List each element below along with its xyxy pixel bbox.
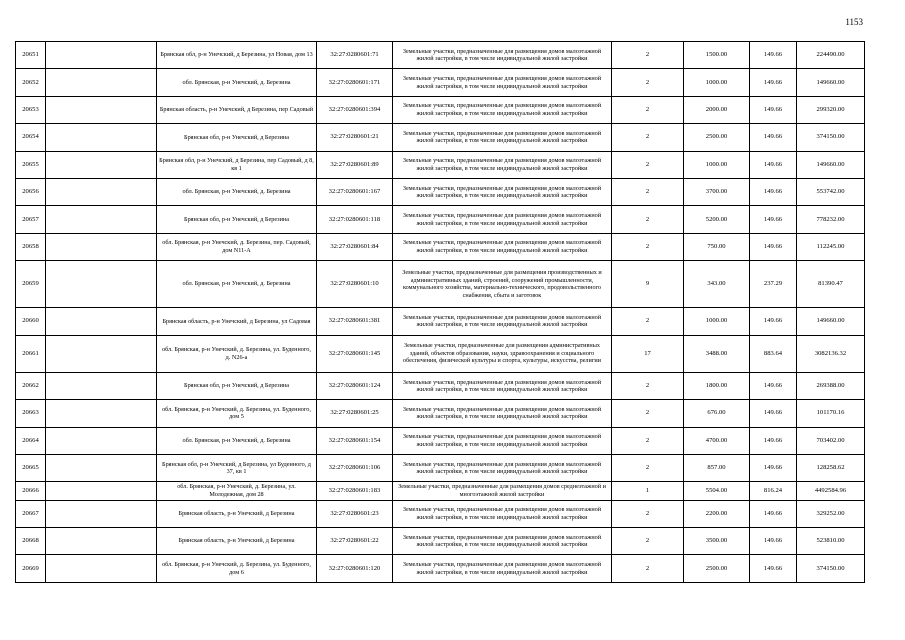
spacer-cell bbox=[46, 308, 157, 335]
group-code: 2 bbox=[612, 69, 684, 96]
address-cell: Брянская обл, р-н Унечский, д Березина bbox=[157, 206, 317, 233]
rate-cell: 149.66 bbox=[750, 42, 797, 69]
address-cell: Брянская область, р-н Унечский, д Березина bbox=[157, 500, 317, 527]
group-code: 2 bbox=[612, 500, 684, 527]
cadastral-number: 32:27:0280601:118 bbox=[317, 206, 393, 233]
rate-cell: 883.64 bbox=[750, 335, 797, 372]
address-cell: Брянская область, р-н Унечский, д Березина, ул Садовая bbox=[157, 308, 317, 335]
land-use-cell: Земельные участки, предназначенные для размещения домов малоэтажной жилой застройки, в том числе индивидуальной жилой застройки bbox=[393, 206, 612, 233]
row-number: 20658 bbox=[16, 233, 46, 260]
spacer-cell bbox=[46, 96, 157, 123]
land-use-cell: Земельные участки, предназначенные для размещения домов малоэтажной жилой застройки, в том числе индивидуальной жилой застройки bbox=[393, 124, 612, 151]
address-cell: обл. Брянская, р-н Унечский, д. Березина, ул. Молодежная, дом 28 bbox=[157, 482, 317, 500]
land-use-cell: Земельные участки, предназначенные для размещения домов малоэтажной жилой застройки, в том числе индивидуальной жилой застройки bbox=[393, 233, 612, 260]
rate-cell: 149.66 bbox=[750, 372, 797, 399]
page-number: 1153 bbox=[845, 17, 863, 27]
cadastral-value: 112245.00 bbox=[797, 233, 865, 260]
area-cell: 1000.00 bbox=[684, 69, 750, 96]
rate-cell: 149.66 bbox=[750, 455, 797, 482]
table-row bbox=[16, 427, 865, 454]
land-use-cell: Земельные участки, предназначенные для размещения административных зданий, объектов образования, науки, здравоохранения и социального обеспечения, физической культуры и спорта, культуры, искусства, религии bbox=[393, 335, 612, 372]
cadastral-number: 32:27:0280601:154 bbox=[317, 427, 393, 454]
rate-cell: 149.66 bbox=[750, 233, 797, 260]
table-row bbox=[16, 500, 865, 527]
cadastral-value: 149660.00 bbox=[797, 308, 865, 335]
area-cell: 2000.00 bbox=[684, 96, 750, 123]
cadastral-value: 149660.00 bbox=[797, 69, 865, 96]
area-cell: 4700.00 bbox=[684, 427, 750, 454]
cadastral-value: 523810.00 bbox=[797, 527, 865, 554]
address-cell: обл. Брянская, р-н Унечский, д. Березина, ул. Буденного, д. N26-а bbox=[157, 335, 317, 372]
cadastral-number: 32:27:0280601:167 bbox=[317, 178, 393, 205]
rate-cell: 149.66 bbox=[750, 400, 797, 427]
cadastral-number: 32:27:0280601:10 bbox=[317, 261, 393, 308]
area-cell: 750.00 bbox=[684, 233, 750, 260]
rate-cell: 149.66 bbox=[750, 427, 797, 454]
area-cell: 3700.00 bbox=[684, 178, 750, 205]
spacer-cell bbox=[46, 482, 157, 500]
cadastral-number: 32:27:0280601:21 bbox=[317, 124, 393, 151]
rate-cell: 149.66 bbox=[750, 500, 797, 527]
row-number: 20667 bbox=[16, 500, 46, 527]
row-number: 20663 bbox=[16, 400, 46, 427]
table-row bbox=[16, 151, 865, 178]
group-code: 2 bbox=[612, 427, 684, 454]
cadastral-value: 4492584.96 bbox=[797, 482, 865, 500]
group-code: 2 bbox=[612, 233, 684, 260]
address-cell: обл. Брянская, р-н Унечский, д. Березина, ул. Буденного, дом 5 bbox=[157, 400, 317, 427]
land-use-cell: Земельные участки, предназначенные для размещения домов малоэтажной жилой застройки, в том числе индивидуальной жилой застройки bbox=[393, 96, 612, 123]
cadastral-number: 32:27:0280601:171 bbox=[317, 69, 393, 96]
cadastral-number: 32:27:0280601:120 bbox=[317, 555, 393, 582]
spacer-cell bbox=[46, 151, 157, 178]
address-cell: Брянская область, р-н Унечский, д Березина, пер Садовый bbox=[157, 96, 317, 123]
address-cell: обл. Брянская, р-н Унечский, д. Березина bbox=[157, 261, 317, 308]
land-use-cell: Земельные участки, предназначенные для размещения домов малоэтажной жилой застройки, в том числе индивидуальной жилой застройки bbox=[393, 455, 612, 482]
address-cell: Брянская обл, р-н Унечский, д Березина bbox=[157, 372, 317, 399]
rate-cell: 149.66 bbox=[750, 96, 797, 123]
row-number: 20656 bbox=[16, 178, 46, 205]
cadastral-value: 269388.00 bbox=[797, 372, 865, 399]
group-code: 2 bbox=[612, 206, 684, 233]
table-row bbox=[16, 555, 865, 582]
spacer-cell bbox=[46, 400, 157, 427]
rate-cell: 149.66 bbox=[750, 308, 797, 335]
row-number: 20657 bbox=[16, 206, 46, 233]
land-use-cell: Земельные участки, предназначенные для размещения домов малоэтажной жилой застройки, в том числе индивидуальной жилой застройки bbox=[393, 555, 612, 582]
land-use-cell: Земельные участки, предназначенные для размещения домов среднеэтажной и многоэтажной жилой застройки bbox=[393, 482, 612, 500]
row-number: 20661 bbox=[16, 335, 46, 372]
area-cell: 5504.00 bbox=[684, 482, 750, 500]
address-cell: Брянская обл, р-н Унечский, д Березина, ул Буденного, д 37, кв 1 bbox=[157, 455, 317, 482]
spacer-cell bbox=[46, 427, 157, 454]
cadastral-value: 81390.47 bbox=[797, 261, 865, 308]
table-row bbox=[16, 69, 865, 96]
group-code: 2 bbox=[612, 124, 684, 151]
cadastral-number: 32:27:0280601:183 bbox=[317, 482, 393, 500]
land-use-cell: Земельные участки, предназначенные для размещения домов малоэтажной жилой застройки, в том числе индивидуальной жилой застройки bbox=[393, 500, 612, 527]
land-use-cell: Земельные участки, предназначенные для размещения домов малоэтажной жилой застройки, в том числе индивидуальной жилой застройки bbox=[393, 151, 612, 178]
land-use-cell: Земельные участки, предназначенные для размещения домов малоэтажной жилой застройки, в том числе индивидуальной жилой застройки bbox=[393, 69, 612, 96]
cadastral-number: 32:27:0280601:23 bbox=[317, 500, 393, 527]
group-code: 2 bbox=[612, 42, 684, 69]
area-cell: 3488.00 bbox=[684, 335, 750, 372]
group-code: 2 bbox=[612, 308, 684, 335]
cadastral-value: 703402.00 bbox=[797, 427, 865, 454]
group-code: 2 bbox=[612, 400, 684, 427]
rate-cell: 816.24 bbox=[750, 482, 797, 500]
table-row bbox=[16, 335, 865, 372]
cadastral-value: 128258.62 bbox=[797, 455, 865, 482]
spacer-cell bbox=[46, 527, 157, 554]
cadastral-number: 32:27:0280601:22 bbox=[317, 527, 393, 554]
group-code: 2 bbox=[612, 455, 684, 482]
cadastral-number: 32:27:0280601:145 bbox=[317, 335, 393, 372]
land-use-cell: Земельные участки, предназначенные для размещения домов малоэтажной жилой застройки, в том числе индивидуальной жилой застройки bbox=[393, 178, 612, 205]
row-number: 20669 bbox=[16, 555, 46, 582]
row-number: 20662 bbox=[16, 372, 46, 399]
address-cell: Брянская область, р-н Унечский, д Березина bbox=[157, 527, 317, 554]
cadastral-value: 224490.00 bbox=[797, 42, 865, 69]
land-use-cell: Земельные участки, предназначенные для размещения производственных и административных зданий, строений, сооружений промышленности, коммунального хозяйства, материально-технического, продовольственного снабжения, сбыта и заготовок bbox=[393, 261, 612, 308]
cadastral-number: 32:27:0280601:106 bbox=[317, 455, 393, 482]
cadastral-value: 149660.00 bbox=[797, 151, 865, 178]
group-code: 17 bbox=[612, 335, 684, 372]
rate-cell: 149.66 bbox=[750, 527, 797, 554]
spacer-cell bbox=[46, 500, 157, 527]
address-cell: Брянская обл, р-н Унечский, д Березина, ул Новая, дом 13 bbox=[157, 42, 317, 69]
cadastral-number: 32:27:0280601:71 bbox=[317, 42, 393, 69]
area-cell: 3500.00 bbox=[684, 527, 750, 554]
address-cell: обл. Брянская, р-н Унечский, д. Березина, ул. Буденного, дом 6 bbox=[157, 555, 317, 582]
table-row bbox=[16, 124, 865, 151]
row-number: 20654 bbox=[16, 124, 46, 151]
address-cell: Брянская обл, р-н Унечский, д Березина bbox=[157, 124, 317, 151]
spacer-cell bbox=[46, 261, 157, 308]
cadastral-value: 374150.00 bbox=[797, 555, 865, 582]
land-use-cell: Земельные участки, предназначенные для размещения домов малоэтажной жилой застройки, в том числе индивидуальной жилой застройки bbox=[393, 372, 612, 399]
area-cell: 1000.00 bbox=[684, 151, 750, 178]
row-number: 20652 bbox=[16, 69, 46, 96]
spacer-cell bbox=[46, 372, 157, 399]
land-use-cell: Земельные участки, предназначенные для размещения домов малоэтажной жилой застройки, в том числе индивидуальной жилой застройки bbox=[393, 427, 612, 454]
row-number: 20660 bbox=[16, 308, 46, 335]
cadastral-number: 32:27:0280601:25 bbox=[317, 400, 393, 427]
cadastral-value: 553742.00 bbox=[797, 178, 865, 205]
cadastral-value: 778232.00 bbox=[797, 206, 865, 233]
area-cell: 1000.00 bbox=[684, 308, 750, 335]
registry-table bbox=[15, 41, 865, 583]
table-row bbox=[16, 233, 865, 260]
area-cell: 2500.00 bbox=[684, 555, 750, 582]
row-number: 20653 bbox=[16, 96, 46, 123]
group-code: 2 bbox=[612, 372, 684, 399]
row-number: 20665 bbox=[16, 455, 46, 482]
land-use-cell: Земельные участки, предназначенные для размещения домов малоэтажной жилой застройки, в том числе индивидуальной жилой застройки bbox=[393, 308, 612, 335]
area-cell: 2500.00 bbox=[684, 124, 750, 151]
table-row bbox=[16, 261, 865, 308]
rate-cell: 149.66 bbox=[750, 178, 797, 205]
rate-cell: 149.66 bbox=[750, 555, 797, 582]
rate-cell: 237.29 bbox=[750, 261, 797, 308]
rate-cell: 149.66 bbox=[750, 124, 797, 151]
spacer-cell bbox=[46, 42, 157, 69]
area-cell: 1800.00 bbox=[684, 372, 750, 399]
address-cell: обл. Брянская, р-н Унечский, д. Березина bbox=[157, 69, 317, 96]
rate-cell: 149.66 bbox=[750, 151, 797, 178]
cadastral-number: 32:27:0280601:89 bbox=[317, 151, 393, 178]
area-cell: 1500.00 bbox=[684, 42, 750, 69]
cadastral-value: 3082136.32 bbox=[797, 335, 865, 372]
table-row bbox=[16, 400, 865, 427]
group-code: 2 bbox=[612, 555, 684, 582]
area-cell: 2200.00 bbox=[684, 500, 750, 527]
group-code: 1 bbox=[612, 482, 684, 500]
spacer-cell bbox=[46, 69, 157, 96]
cadastral-number: 32:27:0280601:381 bbox=[317, 308, 393, 335]
area-cell: 857.00 bbox=[684, 455, 750, 482]
cadastral-value: 329252.00 bbox=[797, 500, 865, 527]
rate-cell: 149.66 bbox=[750, 206, 797, 233]
group-code: 9 bbox=[612, 261, 684, 308]
cadastral-value: 299320.00 bbox=[797, 96, 865, 123]
cadastral-number: 32:27:0280601:394 bbox=[317, 96, 393, 123]
table-row bbox=[16, 206, 865, 233]
cadastral-value: 101170.16 bbox=[797, 400, 865, 427]
group-code: 2 bbox=[612, 178, 684, 205]
row-number: 20659 bbox=[16, 261, 46, 308]
group-code: 2 bbox=[612, 96, 684, 123]
spacer-cell bbox=[46, 233, 157, 260]
cadastral-number: 32:27:0280601:84 bbox=[317, 233, 393, 260]
spacer-cell bbox=[46, 178, 157, 205]
spacer-cell bbox=[46, 555, 157, 582]
area-cell: 343.00 bbox=[684, 261, 750, 308]
address-cell: обл. Брянская, р-н Унечский, д. Березина, пер. Садовый, дом N11-А bbox=[157, 233, 317, 260]
spacer-cell bbox=[46, 206, 157, 233]
table-row bbox=[16, 308, 865, 335]
row-number: 20664 bbox=[16, 427, 46, 454]
spacer-cell bbox=[46, 455, 157, 482]
area-cell: 676.00 bbox=[684, 400, 750, 427]
group-code: 2 bbox=[612, 151, 684, 178]
table-row bbox=[16, 527, 865, 554]
address-cell: Брянская обл, р-н Унечский, д Березина, пер Садовый, д 8, кв 1 bbox=[157, 151, 317, 178]
table-row bbox=[16, 455, 865, 482]
cadastral-value: 374150.00 bbox=[797, 124, 865, 151]
address-cell: обл. Брянская, р-н Унечский, д. Березина bbox=[157, 427, 317, 454]
group-code: 2 bbox=[612, 527, 684, 554]
row-number: 20651 bbox=[16, 42, 46, 69]
land-use-cell: Земельные участки, предназначенные для размещения домов малоэтажной жилой застройки, в том числе индивидуальной жилой застройки bbox=[393, 42, 612, 69]
cadastral-number: 32:27:0280601:124 bbox=[317, 372, 393, 399]
table-row bbox=[16, 96, 865, 123]
address-cell: обл. Брянская, р-н Унечский, д. Березина bbox=[157, 178, 317, 205]
land-use-cell: Земельные участки, предназначенные для размещения домов малоэтажной жилой застройки, в том числе индивидуальной жилой застройки bbox=[393, 400, 612, 427]
table-row bbox=[16, 178, 865, 205]
spacer-cell bbox=[46, 124, 157, 151]
area-cell: 5200.00 bbox=[684, 206, 750, 233]
rate-cell: 149.66 bbox=[750, 69, 797, 96]
row-number: 20668 bbox=[16, 527, 46, 554]
row-number: 20666 bbox=[16, 482, 46, 500]
spacer-cell bbox=[46, 335, 157, 372]
table-row bbox=[16, 482, 865, 500]
table-row bbox=[16, 42, 865, 69]
table-row bbox=[16, 372, 865, 399]
row-number: 20655 bbox=[16, 151, 46, 178]
land-use-cell: Земельные участки, предназначенные для размещения домов малоэтажной жилой застройки, в том числе индивидуальной жилой застройки bbox=[393, 527, 612, 554]
